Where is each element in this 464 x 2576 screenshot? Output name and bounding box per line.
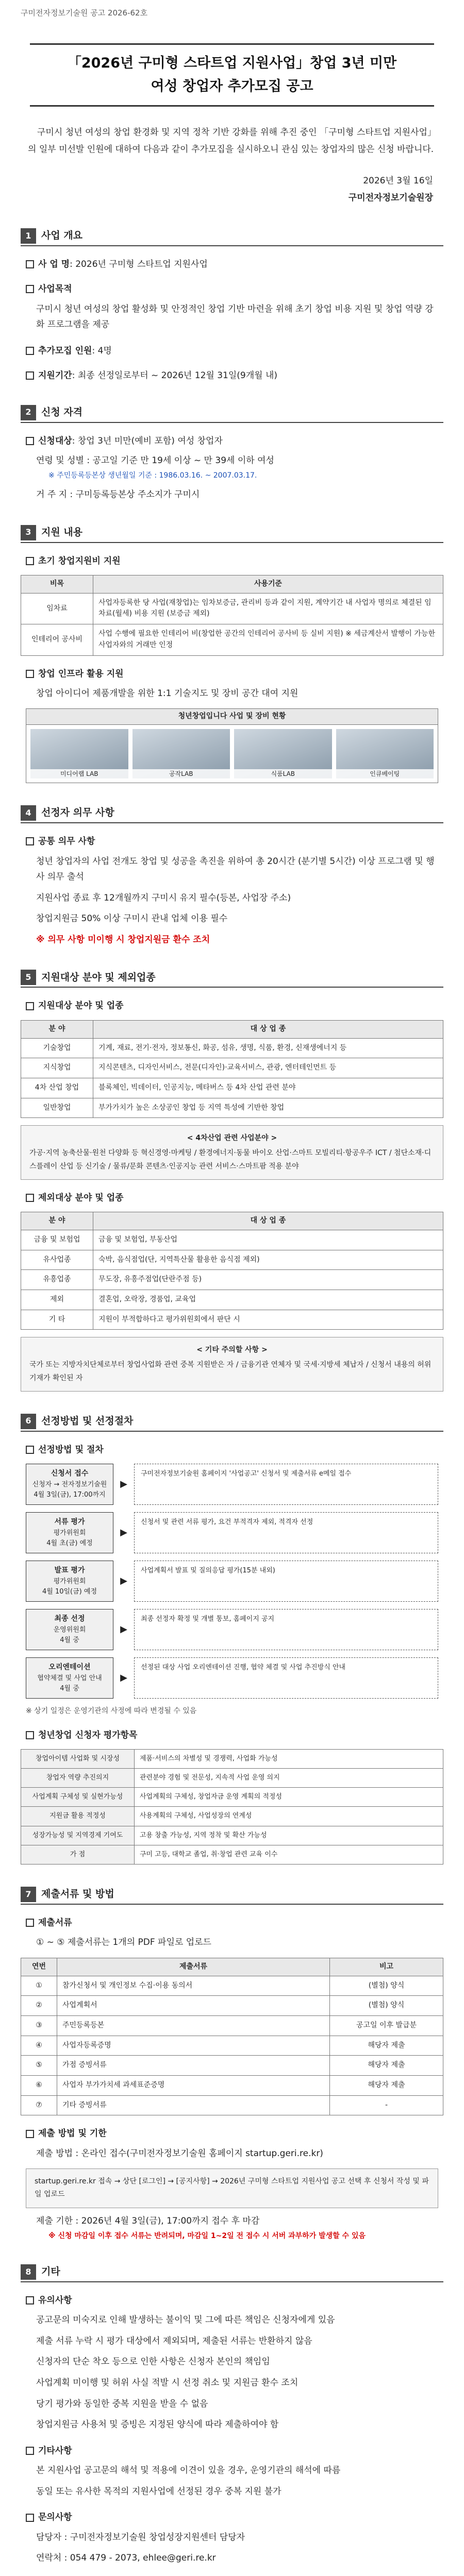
selection-process-heading: 선정방법 및 절차 <box>26 1443 438 1456</box>
table-row <box>21 624 443 655</box>
table-row <box>21 1845 443 1864</box>
deadline-note: ※ 신청 마감일 이후 접수 서류는 반려되며, 마감일 1~2일 전 접수 시 서버 과부하가 발생할 수 있음 <box>48 2232 366 2241</box>
contact-phone[interactable]: 연락처 : 054 479 - 2073, ehlee@geri.re.kr <box>36 2553 216 2564</box>
score-table <box>21 1749 443 1865</box>
field-name: 4차 산업 창업 <box>21 1078 93 1098</box>
checkbox-icon <box>26 2296 34 2304</box>
facility-photo: 식품LAB <box>234 729 332 778</box>
flow-step: 오리엔테이션 협약체결 및 사업 안내 4월 중 ▶ 선정된 대상 사업 오리엔테이션 진행, 협약 체결 및 사업 추진방식 안내 <box>26 1657 438 1699</box>
residence-requirement: 거 주 지 : 구미등록등본상 주소지가 구미시 <box>36 489 200 500</box>
section-4-number: 4 <box>21 805 36 821</box>
support-period: 지원기간 : 최종 선정일로부터 ~ 2026년 12월 31일(9개월 내) <box>26 369 438 382</box>
field-desc: 결혼업, 오락장, 경품업, 교육업 <box>93 1290 443 1310</box>
checkbox-icon <box>26 557 34 565</box>
obligation-item: 창업지원금 50% 이상 구미시 관내 업체 이용 필수 <box>36 913 228 924</box>
col-header: 분 야 <box>21 1212 93 1230</box>
facility-photo: 공작LAB <box>132 729 230 778</box>
obligation-heading: 공통 의무 사항 <box>26 835 438 848</box>
col-header: 연번 <box>21 1958 57 1976</box>
arrow-right-icon: ▶ <box>120 1575 127 1587</box>
score-desc: 사용계획의 구체성, 사업성장의 연계성 <box>135 1807 443 1826</box>
caution-item: 창업지원금 사용처 및 증빙은 지정된 양식에 따라 제출하여야 함 <box>36 2419 279 2430</box>
intro-paragraph: 구미시 청년 여성의 창업 환경화 및 지역 정착 기반 강화를 위해 추진 중인 「구미형 스타트업 지원사업」의 일부 미선발 인원에 대하여 다음과 같이 추가모집을 실시하오니 관심 있는 창업자의 많은 신청 바랍니다. <box>28 127 436 155</box>
checkbox-icon <box>26 2130 34 2138</box>
caution-heading: 유의사항 <box>26 2294 438 2307</box>
checkbox-icon <box>26 2447 34 2455</box>
table-row <box>21 1310 443 1330</box>
checkbox-icon <box>26 670 34 678</box>
checkbox-icon <box>26 371 34 380</box>
misc-item: 동일 또는 유사한 목적의 지원사업에 선정된 경우 중복 지원 불가 <box>36 2486 281 2497</box>
box-body: 가공·지역 농축산물·원천 다양화 등 혁신경영·마케팅 / 환경에너지·동물 바이오 산업·스마트 모빌리티·항공우주 ICT / 첨단소재·디스플레이 산업 등 신기술 / 물류/문화 콘텐츠·인공지능 관련 서비스·스마트팜 적용 분야 <box>29 1149 432 1171</box>
field-name: 제외 <box>21 1290 93 1310</box>
documents-heading: 제출서류 <box>26 1916 438 1929</box>
table-row: ⑥ 사업자 부가가치세 과세표준증명 해당자 제출 <box>21 2075 443 2095</box>
section-4-title <box>21 804 443 823</box>
score-desc: 사업계획의 구체성, 창업자금 운영 계획의 적정성 <box>135 1788 443 1807</box>
table-row <box>21 1826 443 1845</box>
section-7-label: 제출서류 및 방법 <box>41 1888 114 1900</box>
section-6-title <box>21 1412 443 1432</box>
documents-table <box>21 1958 443 2116</box>
flow-desc: 선정된 대상 사업 오리엔테이션 진행, 협약 체결 및 사업 추진방식 안내 <box>134 1657 438 1699</box>
title-line-2: 여성 창업자 추가모집 공고 <box>151 78 313 94</box>
field-desc: 부가가치가 높은 소상공인 창업 등 지역 특성에 기반한 창업 <box>93 1098 443 1118</box>
table-row: ⑤ 가점 증빙서류 해당자 제출 <box>21 2056 443 2076</box>
excluded-table <box>21 1212 443 1330</box>
field-desc: 무도장, 유흥주점업(단란주점 등) <box>93 1270 443 1290</box>
table-row <box>21 1807 443 1826</box>
field-name: 기술창업 <box>21 1038 93 1058</box>
score-item: 창업자 역량 추진의지 <box>21 1769 135 1788</box>
age-requirement: 연령 및 성별 : 공고일 기준 만 19세 이상 ~ 만 39세 이하 여성 <box>36 455 274 466</box>
fund-criteria: 사업 수행에 필요한 인테리어 비(창업한 공간의 인테리어 공사비 등 실비 지원) ※ 세금계산서 발행이 가능한 사업자와의 거래만 인정 <box>93 624 443 655</box>
section-1-title <box>21 227 443 246</box>
eligible-heading: 지원대상 분야 및 업종 <box>26 999 438 1012</box>
fund-col-header: 사용기준 <box>93 575 443 594</box>
section-2-number: 2 <box>21 405 36 420</box>
table-row <box>21 1098 443 1118</box>
score-item: 성장가능성 및 지역경제 기여도 <box>21 1826 135 1845</box>
caution-item: 당기 평가와 동일한 중복 지원을 받을 수 없음 <box>36 2398 208 2409</box>
score-item: 가 점 <box>21 1845 135 1864</box>
checkbox-icon <box>26 1002 34 1010</box>
table-row <box>21 1788 443 1807</box>
box-body: 국가 또는 지방자치단체로부터 창업사업화 관련 중복 지원받은 자 / 금융기관 연체자 및 국세·지방세 체납자 / 신청서 내용의 허위 기재가 확인된 자 <box>29 1361 432 1382</box>
field-desc: 블록체인, 빅데이터, 인공지능, 메타버스 등 4차 산업 관련 분야 <box>93 1078 443 1098</box>
fund-col-header: 비목 <box>21 575 93 594</box>
score-desc: 제품·서비스의 차별성 및 경쟁력, 사업화 가능성 <box>135 1750 443 1769</box>
flow-step: 발표 평가 평가위원회 4월 10일(금) 예정 ▶ 사업계획서 발표 및 질의응답 평가(15분 내외) <box>26 1561 438 1602</box>
notice-date: 2026년 3월 16일 <box>363 176 433 187</box>
col-header: 비고 <box>330 1958 443 1976</box>
field-desc: 금융 및 보험업, 부동산업 <box>93 1230 443 1250</box>
section-2-label: 신청 자격 <box>41 406 83 418</box>
col-header: 대 상 업 종 <box>93 1020 443 1038</box>
caution-item: 신청자의 단순 착오 등으로 인한 사항은 신청자 본인의 책임임 <box>36 2357 270 2367</box>
notice-org: 구미전자정보기술원장 <box>348 192 433 203</box>
checkbox-icon <box>26 260 34 268</box>
field-desc: 기계, 재료, 전기·전자, 정보통신, 화공, 섬유, 생명, 식품, 환경, 신재생에너지 등 <box>93 1038 443 1058</box>
section-8-label: 기타 <box>41 2266 60 2278</box>
section-3-title <box>21 523 443 543</box>
eligible-table <box>21 1020 443 1118</box>
obligation-item: 청년 창업자의 사업 전개도 창업 및 성공을 촉진을 위하여 총 20시간 (분기별 5시간) 이상 프로그램 및 행사 의무 출석 <box>36 856 435 883</box>
facility-photo: 미디어랩 LAB <box>30 729 128 778</box>
checkbox-icon <box>26 837 34 845</box>
field-desc: 지식콘텐츠, 디자인서비스, 전문(디자인)·교육서비스, 관광, 엔터테인먼트 등 <box>93 1058 443 1078</box>
program-name: 사 업 명 : 2026년 구미형 스타트업 지원사업 <box>26 258 438 271</box>
caution-item: 제출 서류 누락 시 평가 대상에서 제외되며, 제출된 서류는 반환하지 않음 <box>36 2335 312 2346</box>
field-desc: 지원이 부적합하다고 평가위원회에서 판단 시 <box>93 1310 443 1330</box>
table-row <box>21 1750 443 1769</box>
flow-desc: 최종 선정자 확정 및 개별 통보, 홈페이지 공지 <box>134 1609 438 1650</box>
section-4-label: 선정자 의무 사항 <box>41 807 114 819</box>
obligation-warning: ※ 의무 사항 미이행 시 창업지원금 환수 조치 <box>36 934 210 945</box>
section-7-title <box>21 1885 443 1905</box>
box-title: < 기타 주의할 사항 > <box>196 1346 268 1354</box>
field-name: 지식창업 <box>21 1058 93 1078</box>
fund-item: 임차료 <box>21 593 93 624</box>
section-3-number: 3 <box>21 525 36 540</box>
infra-text: 창업 아이디어 제품개발을 위한 1:1 기술지도 및 장비 공간 대여 지원 <box>36 688 299 699</box>
schedule-note: ※ 상기 일정은 운영기관의 사정에 따라 변경될 수 있음 <box>26 1707 197 1716</box>
age-note: ※ 주민등록등본상 생년월일 기준 : 1986.03.16. ~ 2007.03.17. <box>48 471 257 480</box>
table-row <box>21 1058 443 1078</box>
startup-fund-heading: 초기 창업지원비 지원 <box>26 554 438 568</box>
flow-desc: 사업계획서 발표 및 질의응답 평가(15분 내외) <box>134 1561 438 1602</box>
table-row <box>21 1250 443 1270</box>
checkbox-icon <box>26 1194 34 1202</box>
field-desc: 숙박, 음식점업(단, 지역특산물 활용한 음식점 제외) <box>93 1250 443 1270</box>
flow-desc: 구미전자정보기술원 홈페이지 '사업공고' 신청서 및 제출서류 e메일 접수 <box>134 1464 438 1505</box>
section-3-label: 지원 내용 <box>41 527 83 538</box>
arrow-right-icon: ▶ <box>120 1624 127 1635</box>
box-title: < 4차산업 관련 사업분야 > <box>187 1134 277 1143</box>
checkbox-icon <box>26 2514 34 2522</box>
field-name: 일반창업 <box>21 1098 93 1118</box>
purpose-text: 구미시 청년 여성의 창업 활성화 및 안정적인 창업 기반 마련을 위해 초기 창업 비용 지원 및 창업 역량 강화 프로그램을 제공 <box>36 303 434 330</box>
arrow-right-icon: ▶ <box>120 1527 127 1538</box>
col-header: 분 야 <box>21 1020 93 1038</box>
industry-4th-box <box>21 1125 443 1180</box>
misc-heading: 기타사항 <box>26 2444 438 2458</box>
table-row <box>21 1769 443 1788</box>
title-line-1: 「2026년 구미형 스타트업 지원사업」창업 3년 미만 <box>67 55 397 71</box>
score-item: 지원금 활용 적정성 <box>21 1807 135 1826</box>
date-block <box>31 173 433 206</box>
section-6-number: 6 <box>21 1414 36 1429</box>
table-row <box>21 1078 443 1098</box>
submit-deadline: 제출 기한 : 2026년 4월 3일(금), 17:00까지 접수 후 마감 <box>36 2215 260 2226</box>
col-header: 대 상 업 종 <box>93 1212 443 1230</box>
flow-step: 신청서 접수 신청자 → 전자정보기술원 4월 3일(금), 17:00까지 ▶ 구미전자정보기술원 홈페이지 '사업공고' 신청서 및 제출서류 e메일 접수 <box>26 1464 438 1505</box>
table-row <box>21 593 443 624</box>
score-desc: 구미 고등, 대학교 졸업, 취·창업 관련 교육 이수 <box>135 1845 443 1864</box>
arrow-right-icon: ▶ <box>120 1479 127 1490</box>
section-8-number: 8 <box>21 2264 36 2280</box>
table-row: ⑦ 기타 증빙서류 - <box>21 2095 443 2115</box>
checkbox-icon <box>26 347 34 355</box>
online-method-box: startup.geri.re.kr 접속 → 상단 [로그인] → [공지사항] → 2026년 구미형 스타트업 지원사업 공고 선택 후 신청서 작성 및 파일 업로드 <box>26 2168 438 2208</box>
contact-person: 담당자 : 구미전자정보기술원 창업성장지원센터 담당자 <box>36 2532 245 2543</box>
selection-flow <box>26 1464 438 1699</box>
score-desc: 관련분야 경험 및 전문성, 지속적 사업 운영 의지 <box>135 1769 443 1788</box>
fund-criteria: 사업자등록한 당 사업(재창업)는 임차보증금, 관리비 등과 같이 지원, 계약기간 내 사업자 명의로 체결된 임차료(월세) 비용 지원 (보증금 제외) <box>93 593 443 624</box>
section-2-title <box>21 403 443 423</box>
fund-table <box>21 575 443 655</box>
fund-item: 인테리어 공사비 <box>21 624 93 655</box>
table-row: ① 참가신청서 및 개인정보 수집·이용 동의서 (별첨) 양식 <box>21 1976 443 1996</box>
section-5-label: 지원대상 분야 및 제외업종 <box>41 971 156 983</box>
table-row: ③ 주민등록등본 공고일 이후 발급분 <box>21 2015 443 2036</box>
table-row: ④ 사업자등록증명 해당자 제출 <box>21 2036 443 2056</box>
excluded-heading: 제외대상 분야 및 업종 <box>26 1191 438 1205</box>
documents-lead: ① ~ ⑤ 제출서류는 1개의 PDF 파일로 업로드 <box>36 1937 211 1948</box>
purpose-heading: 사업목적 <box>26 282 438 296</box>
score-heading: 청년창업 신청자 평가항목 <box>26 1728 438 1742</box>
facility-caption: 청년창업입니다 사업 및 장비 현황 <box>26 709 438 725</box>
caution-item: 사업계획 미이행 및 허위 사실 적발 시 선정 취소 및 지원금 환수 조치 <box>36 2378 299 2388</box>
checkbox-icon <box>26 437 34 445</box>
table-row <box>21 1270 443 1290</box>
contact-heading: 문의사항 <box>26 2511 438 2524</box>
caution-item: 공고문의 미숙지로 인해 발생하는 불이익 및 그에 따른 책임은 신청자에게 있음 <box>36 2315 335 2326</box>
table-row: ② 사업계획서 (별첨) 양식 <box>21 1996 443 2016</box>
flow-step: 서류 평가 평가위원회 4월 초(금) 예정 ▶ 신청서 및 관련 서류 평가, 요건 부적격자 제외, 적격자 선정 <box>26 1512 438 1553</box>
field-name: 유흥업종 <box>21 1270 93 1290</box>
section-5-title <box>21 968 443 988</box>
caution-box <box>21 1337 443 1392</box>
section-7-number: 7 <box>21 1887 36 1902</box>
table-row <box>21 1290 443 1310</box>
section-6-label: 선정방법 및 선정절차 <box>41 1415 134 1427</box>
flow-desc: 신청서 및 관련 서류 평가, 요건 부적격자 제외, 적격자 선정 <box>134 1512 438 1553</box>
score-item: 사업계획 구체성 및 실현가능성 <box>21 1788 135 1807</box>
checkbox-icon <box>26 1919 34 1927</box>
document-header: 구미전자정보기술원 공고 2026-62호 <box>21 8 148 18</box>
table-row <box>21 1230 443 1250</box>
facility-photo: 인큐베이팅 <box>336 729 434 778</box>
table-row <box>21 1038 443 1058</box>
score-desc: 고용 창출 가능성, 지역 정착 및 확산 가능성 <box>135 1826 443 1845</box>
field-name: 금융 및 보험업 <box>21 1230 93 1250</box>
facility-photos <box>26 708 438 783</box>
arrow-right-icon: ▶ <box>120 1672 127 1684</box>
checkbox-icon <box>26 1446 34 1454</box>
misc-item: 본 지원사업 공고문의 해석 및 적용에 이견이 있을 경우, 운영기관의 해석에 따름 <box>36 2465 341 2476</box>
submit-method: 제출 방법 : 온라인 접수(구미전자정보기술원 홈페이지 startup.geri.re.kr) <box>36 2148 323 2159</box>
section-1-label: 사업 개요 <box>41 230 83 242</box>
score-item: 창업아이템 사업화 및 시장성 <box>21 1750 135 1769</box>
infra-heading: 창업 인프라 활용 지원 <box>26 667 438 681</box>
recruit-count: 추가모집 인원 : 4명 <box>26 344 438 358</box>
field-name: 유사업종 <box>21 1250 93 1270</box>
section-5-number: 5 <box>21 970 36 985</box>
section-8-title <box>21 2263 443 2282</box>
flow-step: 최종 선정 운영위원회 4월 중 ▶ 최종 선정자 확정 및 개별 통보, 홈페이지 공지 <box>26 1609 438 1650</box>
target-applicants: 신청대상 : 창업 3년 미만(예비 포함) 여성 창업자 <box>26 434 438 448</box>
checkbox-icon <box>26 285 34 293</box>
checkbox-icon <box>26 1731 34 1739</box>
col-header: 제출서류 <box>57 1958 330 1976</box>
notice-title <box>30 43 434 107</box>
section-1-number: 1 <box>21 228 36 244</box>
field-name: 기 타 <box>21 1310 93 1330</box>
obligation-item: 지원사업 종료 후 12개월까지 구미시 유지 필수(등본, 사업장 주소) <box>36 892 291 903</box>
submit-method-heading: 제출 방법 및 기한 <box>26 2127 438 2140</box>
